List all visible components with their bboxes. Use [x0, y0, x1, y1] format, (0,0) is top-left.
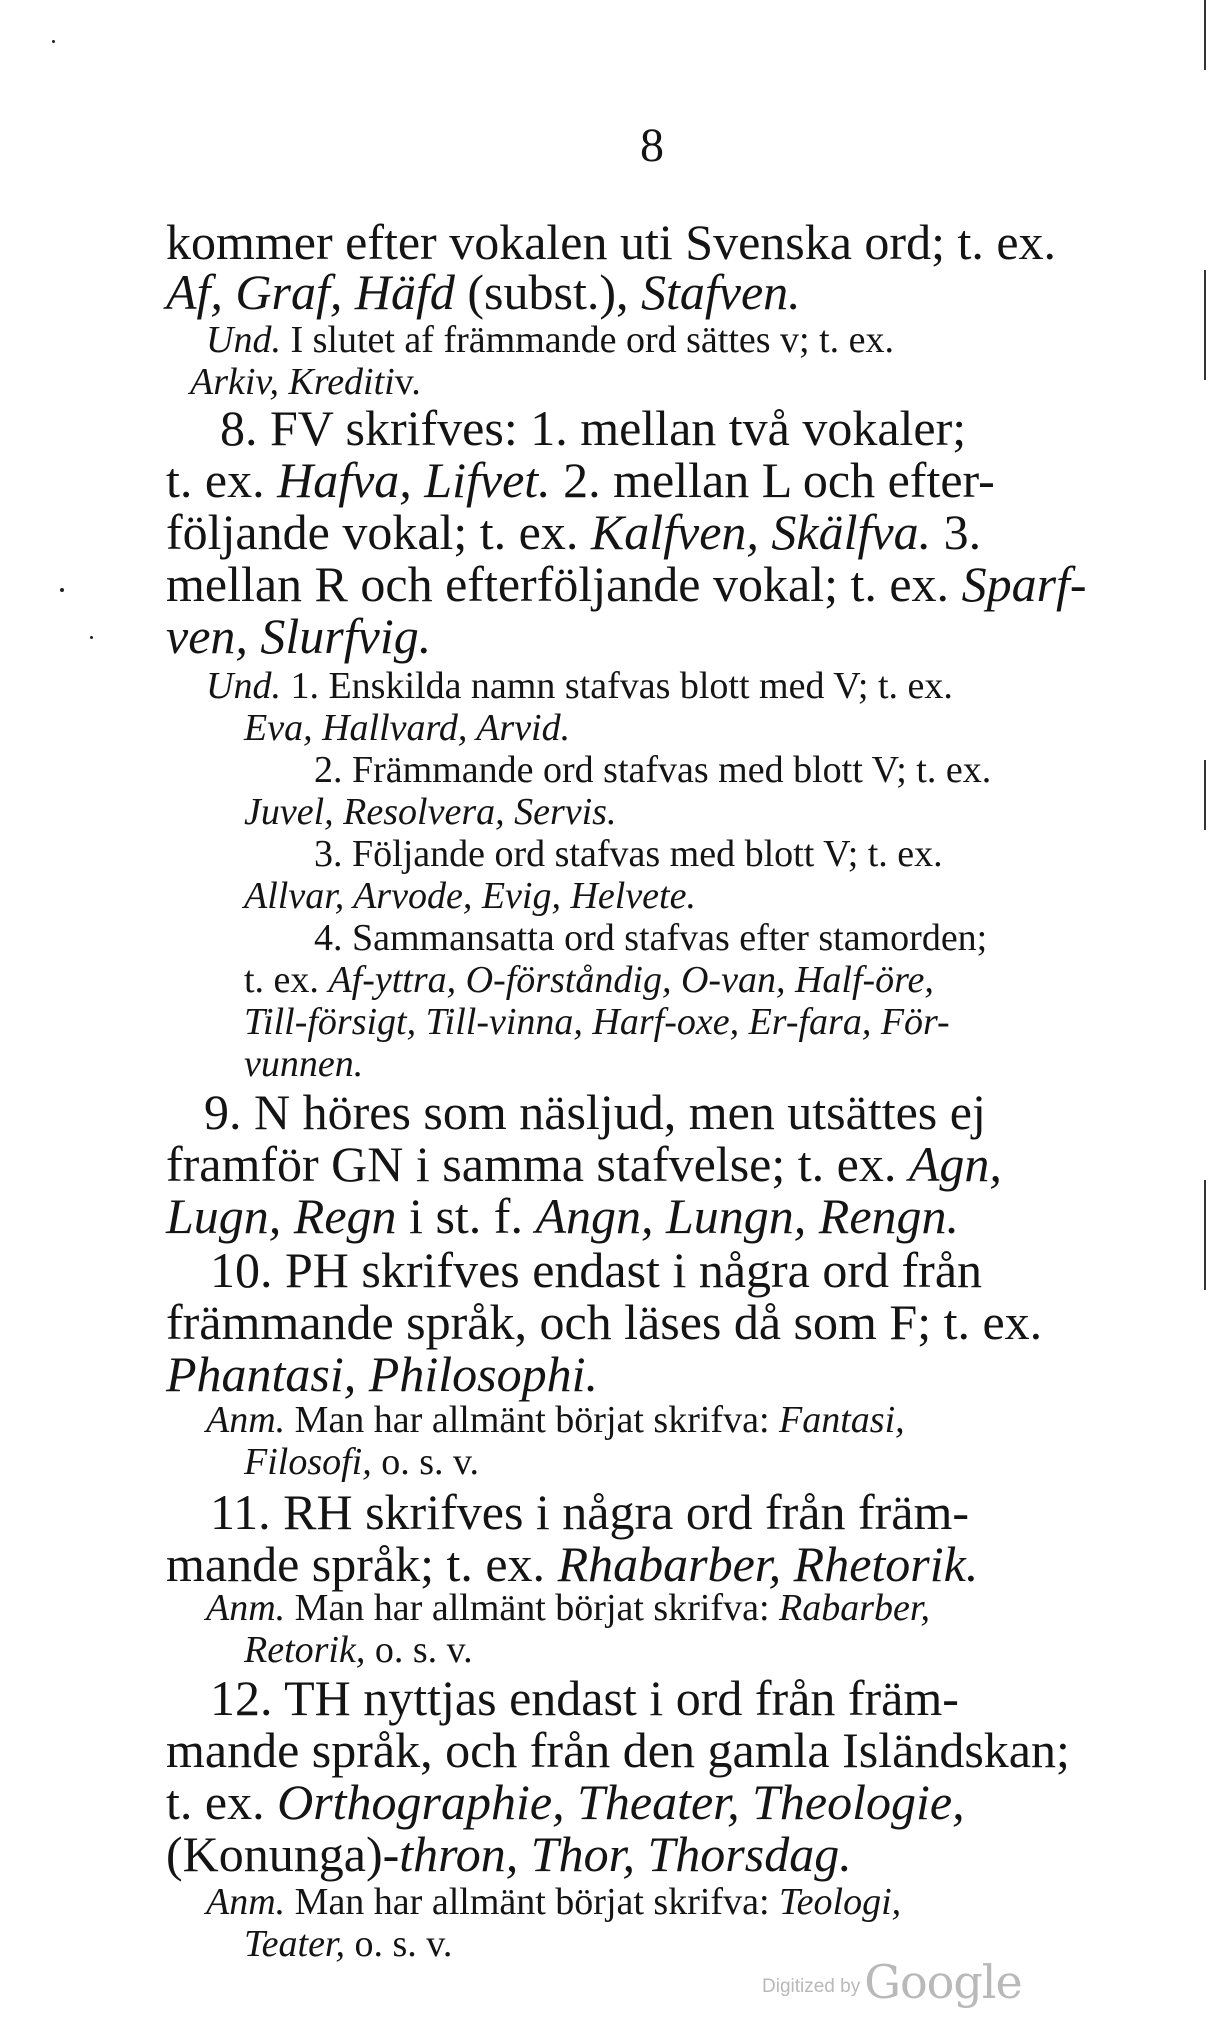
text-line	[206, 664, 953, 708]
watermark-prefix: Digitized by	[762, 1976, 861, 1997]
text-line	[206, 1398, 905, 1442]
text-line	[314, 832, 943, 876]
italic-run: Und.	[206, 665, 281, 707]
text-line	[166, 1536, 978, 1592]
text-run: (subst.),	[454, 264, 642, 320]
text-run: t. ex.	[244, 959, 329, 1001]
text-line	[244, 958, 934, 1002]
italic-run: Angn, Lungn, Rengn.	[535, 1188, 960, 1244]
text-run: 11. RH skrifves i några ord från främ-	[210, 1484, 970, 1540]
text-line	[244, 1922, 452, 1966]
text-run: 12. TH nyttjas endast i ord från främ-	[210, 1670, 959, 1726]
text-line	[210, 1670, 959, 1726]
italic-run: Hafva, Lifvet.	[277, 452, 551, 508]
text-line	[244, 1440, 479, 1484]
text-run: I slutet af främmande ord sättes v; t. ex.	[280, 319, 895, 361]
text-run: främmande språk, och läses då som F; t. ex.	[166, 1294, 1043, 1350]
scan-edge-mark	[1204, 270, 1206, 380]
text-run: mellan R och efterföljande vokal; t. ex.	[166, 556, 962, 612]
italic-run: Af, Graf, Häfd	[166, 264, 455, 320]
text-line	[206, 1586, 930, 1630]
text-run: Man har allmänt börjat skrifva:	[285, 1881, 780, 1923]
italic-run: Lugn, Regn	[166, 1188, 397, 1244]
text-line	[244, 874, 696, 918]
text-run: i st. f.	[396, 1188, 536, 1244]
scan-edge-mark	[1204, 760, 1206, 830]
text-run: 3. Följande ord stafvas med blott V; t. ex.	[314, 833, 943, 875]
text-line	[314, 748, 991, 792]
scan-edge-mark	[1204, 0, 1206, 70]
italic-run: ven, Slurfvig.	[166, 608, 432, 664]
italic-run: Rabarber,	[779, 1587, 930, 1629]
scan-speck	[52, 40, 55, 43]
text-run: 10. PH skrifves endast i några ord från	[210, 1242, 983, 1298]
text-line	[166, 504, 981, 560]
text-run: v.	[394, 361, 421, 403]
italic-run: Fantasi,	[779, 1399, 905, 1441]
text-run: kommer efter vokalen uti Svenska ord; t. ex.	[166, 214, 1057, 270]
italic-run: Anm.	[206, 1587, 286, 1629]
text-run: 2. mellan L och efter-	[550, 452, 995, 508]
text-run: o. s. v.	[365, 1629, 473, 1671]
text-line	[166, 264, 801, 320]
italic-run: Retorik,	[244, 1629, 366, 1671]
italic-run: Allvar, Arvode, Evig, Helvete.	[244, 875, 696, 917]
italic-run: Till-försigt, Till-vinna, Harf-oxe, Er-fara, För-	[244, 1001, 950, 1043]
text-line	[244, 1628, 473, 1672]
text-line	[166, 452, 995, 508]
text-line	[210, 1242, 982, 1298]
text-run: 1. Enskilda namn stafvas blott med V; t. ex.	[280, 665, 953, 707]
text-run: 3.	[931, 504, 982, 560]
italic-run: Stafven.	[641, 264, 801, 320]
italic-run: Af-yttra, O-förståndig, O-van, Half-öre,	[328, 959, 934, 1001]
text-line	[220, 400, 966, 456]
italic-run: Juvel, Resolvera, Servis.	[244, 791, 617, 833]
text-line	[190, 360, 421, 404]
page-number: 8	[640, 119, 664, 172]
italic-run: Teater,	[244, 1923, 346, 1965]
text-run: 2. Främmande ord stafvas med blott V; t. ex.	[314, 749, 992, 791]
italic-run: thron, Thor, Thorsdag.	[399, 1826, 852, 1882]
text-line	[314, 916, 987, 960]
text-line	[244, 790, 616, 834]
text-line	[166, 1294, 1042, 1350]
italic-run: Orthographie, Theater, Theologie,	[277, 1774, 965, 1830]
digitized-watermark	[762, 1955, 1022, 2009]
italic-run: Agn,	[908, 1136, 1002, 1192]
text-line	[166, 1774, 965, 1830]
italic-run: Und.	[206, 319, 281, 361]
text-line	[166, 608, 431, 664]
text-line	[166, 1136, 1002, 1192]
italic-run: Eva, Hallvard, Arvid.	[244, 707, 571, 749]
text-run: o. s. v.	[371, 1441, 480, 1483]
scan-speck	[90, 636, 93, 639]
italic-run: Filosofi,	[244, 1441, 372, 1483]
italic-run: Teologi,	[779, 1881, 902, 1923]
text-run: mande språk; t. ex.	[166, 1536, 558, 1592]
text-run: 8. FV skrifves: 1. mellan två vokaler;	[220, 400, 967, 456]
text-line	[206, 1880, 901, 1924]
italic-run: Sparf-	[961, 556, 1087, 612]
google-logo: Google	[864, 1955, 1022, 2009]
italic-run: Anm.	[206, 1881, 286, 1923]
text-line	[206, 318, 894, 362]
text-line	[244, 1000, 950, 1044]
text-run: t. ex.	[166, 1774, 278, 1830]
text-line	[210, 1484, 969, 1540]
italic-run: Arkiv, Krediti	[190, 361, 395, 403]
text-run: (Konunga)-	[166, 1826, 400, 1882]
text-line	[166, 556, 1087, 612]
italic-run: Anm.	[206, 1399, 286, 1441]
italic-run: Kalfven, Skälfva.	[590, 504, 932, 560]
text-run: Man har allmänt börjat skrifva:	[285, 1587, 780, 1629]
text-run: Man har allmänt börjat skrifva:	[285, 1399, 780, 1441]
italic-run: Phantasi, Philosophi.	[166, 1346, 598, 1402]
italic-run: Rhabarber, Rhetorik.	[557, 1536, 979, 1592]
scan-speck	[60, 588, 64, 592]
text-line	[204, 1084, 986, 1140]
italic-run: vunnen.	[244, 1043, 364, 1085]
text-line	[244, 706, 570, 750]
text-line	[166, 1346, 598, 1402]
text-run: 9. N höres som näsljud, men utsättes ej	[204, 1084, 986, 1140]
text-line	[166, 1722, 1070, 1778]
text-run: 4. Sammansatta ord stafvas efter stamorden;	[314, 917, 988, 959]
text-run: mande språk, och från den gamla Isländskan;	[166, 1722, 1070, 1778]
scan-edge-mark	[1204, 1180, 1206, 1290]
text-line	[166, 1826, 852, 1882]
text-line	[166, 1188, 959, 1244]
text-run: o. s. v.	[345, 1923, 453, 1965]
text-run: framför GN i samma stafvelse; t. ex.	[166, 1136, 909, 1192]
text-run: följande vokal; t. ex.	[166, 504, 591, 560]
text-run: t. ex.	[166, 452, 278, 508]
text-line	[166, 214, 1056, 270]
text-line	[244, 1042, 363, 1086]
